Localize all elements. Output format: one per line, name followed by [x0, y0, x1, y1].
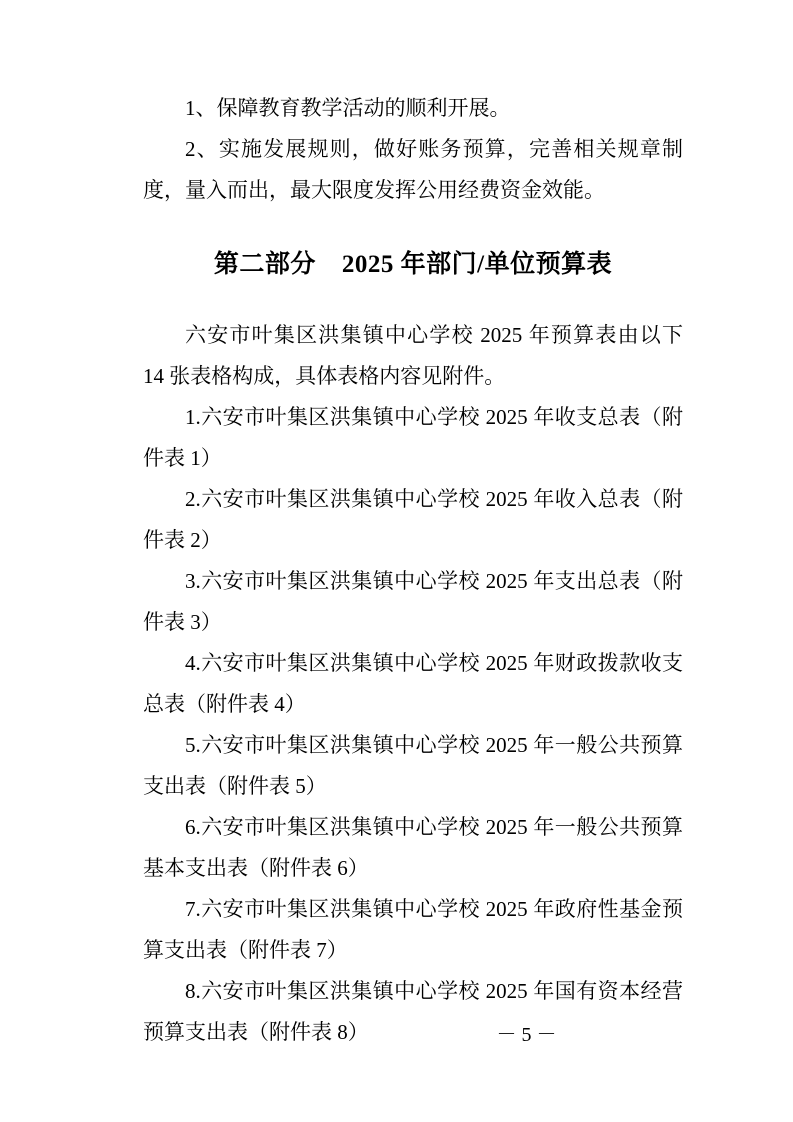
table-list-item-7: 7.六安市叶集区洪集镇中心学校 2025 年政府性基金预算支出表（附件表 7） — [143, 897, 683, 962]
section-heading — [143, 245, 683, 285]
table-list-item-3: 3.六安市叶集区洪集镇中心学校 2025 年支出总表（附件表 3） — [143, 569, 683, 634]
paragraph-item-2: 2、实施发展规则，做好账务预算，完善相关规章制度，量入而出，最大限度发挥公用经费资金效能。 — [143, 137, 683, 202]
section-heading-title: 2025 年部门/单位预算表 — [341, 251, 613, 278]
page-content — [143, 88, 683, 1053]
paragraph-item-1: 1、保障教育教学活动的顺利开展。 — [185, 96, 511, 120]
table-list-item-6: 6.六安市叶集区洪集镇中心学校 2025 年一般公共预算基本支出表（附件表 6） — [143, 815, 683, 880]
table-list-item-5: 5.六安市叶集区洪集镇中心学校 2025 年一般公共预算支出表（附件表 5） — [143, 733, 683, 798]
table-list-item-1: 1.六安市叶集区洪集镇中心学校 2025 年收支总表（附件表 1） — [143, 405, 683, 470]
page-number: － 5 － — [496, 1024, 557, 1046]
section-heading-prefix: 第二部分 — [213, 251, 316, 278]
table-list-item-4: 4.六安市叶集区洪集镇中心学校 2025 年财政拨款收支总表（附件表 4） — [143, 651, 683, 716]
table-list-item-2: 2.六安市叶集区洪集镇中心学校 2025 年收入总表（附件表 2） — [143, 487, 683, 552]
table-list-item-8: 8.六安市叶集区洪集镇中心学校 2025 年国有资本经营预算支出表（附件表 8） — [143, 979, 683, 1044]
intro-paragraph: 六安市叶集区洪集镇中心学校 2025 年预算表由以下 14 张表格构成，具体表格内容见附件。 — [143, 323, 683, 388]
